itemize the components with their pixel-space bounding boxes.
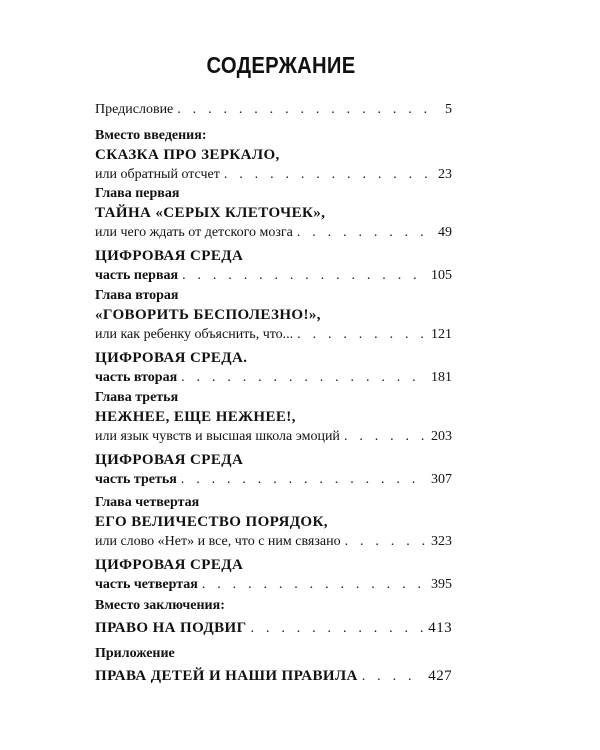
toc-line[interactable]: [95, 470, 452, 489]
toc-entry-heading: ЦИФРОВАЯ СРЕДА: [95, 452, 244, 468]
toc-line-text: или как ребенку объяснить, что...: [95, 327, 294, 342]
toc-entry-chapter-4: [95, 493, 452, 551]
toc-entry-label: Глава вторая: [95, 288, 179, 303]
toc-entry-heading: ЦИФРОВАЯ СРЕДА: [95, 248, 244, 264]
leader-dots: [181, 470, 426, 489]
toc-line-text: часть вторая: [95, 370, 178, 385]
toc-entry-introduction: [95, 126, 452, 184]
page-title: СОДЕРЖАНИЕ: [206, 52, 356, 78]
page-number: 105: [431, 268, 452, 283]
leader-dots: [181, 368, 426, 387]
toc-entry-heading: ЕГО ВЕЛИЧЕСТВО ПОРЯДОК,: [95, 514, 328, 530]
toc-entry-heading: СКАЗКА ПРО ЗЕРКАЛО,: [95, 147, 280, 163]
leader-dots: [182, 266, 426, 285]
page-number: 203: [431, 429, 452, 444]
toc-entry-label: Глава первая: [95, 186, 180, 201]
leader-dots: [297, 223, 429, 242]
toc-line-text: Предисловие: [95, 102, 174, 117]
toc-line[interactable]: [95, 575, 452, 594]
toc-entry-heading: ЦИФРОВАЯ СРЕДА.: [95, 350, 248, 366]
toc-entry-label: Приложение: [95, 646, 175, 661]
toc-entry-heading: «ГОВОРИТЬ БЕСПОЛЕЗНО!»,: [95, 307, 321, 323]
toc-line-text: часть третья: [95, 472, 177, 487]
toc-line[interactable]: [95, 666, 452, 687]
toc-line[interactable]: [95, 427, 452, 446]
leader-dots: [344, 427, 426, 446]
toc-entry-label: Глава третья: [95, 390, 179, 405]
toc-line-text: или язык чувств и высшая школа эмоций: [95, 429, 340, 444]
toc-entry-preface: [95, 100, 452, 119]
toc-entry-appendix: [95, 644, 452, 687]
leader-dots: [177, 100, 429, 119]
toc-line-text: ПРАВА ДЕТЕЙ И НАШИ ПРАВИЛА: [95, 668, 358, 684]
toc-line[interactable]: [95, 325, 452, 344]
toc-entry-label: Вместо заключения:: [95, 598, 225, 613]
toc-entry-conclusion: [95, 596, 452, 639]
toc-entry-chapter-3: [95, 388, 452, 446]
toc-line-text: часть четвертая: [95, 577, 198, 592]
toc-line[interactable]: [95, 368, 452, 387]
toc-line[interactable]: [95, 100, 452, 119]
toc-entry-digital-3: [95, 450, 452, 489]
toc-entry-heading: НЕЖНЕЕ, ЕЩЕ НЕЖНЕЕ!,: [95, 409, 296, 425]
toc-line-text: часть первая: [95, 268, 179, 283]
page-number: 413: [428, 620, 452, 636]
toc-line[interactable]: [95, 223, 452, 242]
toc-line-text: ПРАВО НА ПОДВИГ: [95, 620, 247, 636]
toc-entry-heading: ЦИФРОВАЯ СРЕДА: [95, 557, 244, 573]
toc-entry-heading: ТАЙНА «СЕРЫХ КЛЕТОЧЕК»,: [95, 205, 326, 221]
page-number: 49: [438, 225, 452, 240]
page-number: 23: [438, 167, 452, 182]
leader-dots: [202, 575, 426, 594]
toc-line-text: или обратный отсчет: [95, 167, 220, 182]
page-number: 121: [431, 327, 452, 342]
toc-line-text: или слово «Нет» и все, что с ним связано: [95, 534, 341, 549]
toc-entry-label: Глава четвертая: [95, 495, 200, 510]
page-number: 323: [431, 534, 452, 549]
toc-entry-digital-1: [95, 246, 452, 285]
toc-line[interactable]: [95, 165, 452, 184]
leader-dots: [251, 619, 424, 639]
page-number: 307: [431, 472, 452, 487]
leader-dots: [224, 165, 429, 184]
leader-dots: [362, 667, 424, 687]
toc-line[interactable]: [95, 266, 452, 285]
toc-entry-digital-2: [95, 348, 452, 387]
toc-entry-label: Вместо введения:: [95, 128, 207, 143]
page-number: 181: [431, 370, 452, 385]
toc-entry-chapter-1: [95, 184, 452, 242]
toc-line[interactable]: [95, 618, 452, 639]
toc-line[interactable]: [95, 532, 452, 551]
toc-entry-chapter-2: [95, 286, 452, 344]
leader-dots: [297, 325, 426, 344]
toc-entry-digital-4: [95, 555, 452, 594]
leader-dots: [345, 532, 426, 551]
page-number: 5: [445, 102, 452, 117]
toc-line-text: или чего ждать от детского мозга: [95, 225, 293, 240]
page-number: 427: [428, 668, 452, 684]
page-number: 395: [431, 577, 452, 592]
